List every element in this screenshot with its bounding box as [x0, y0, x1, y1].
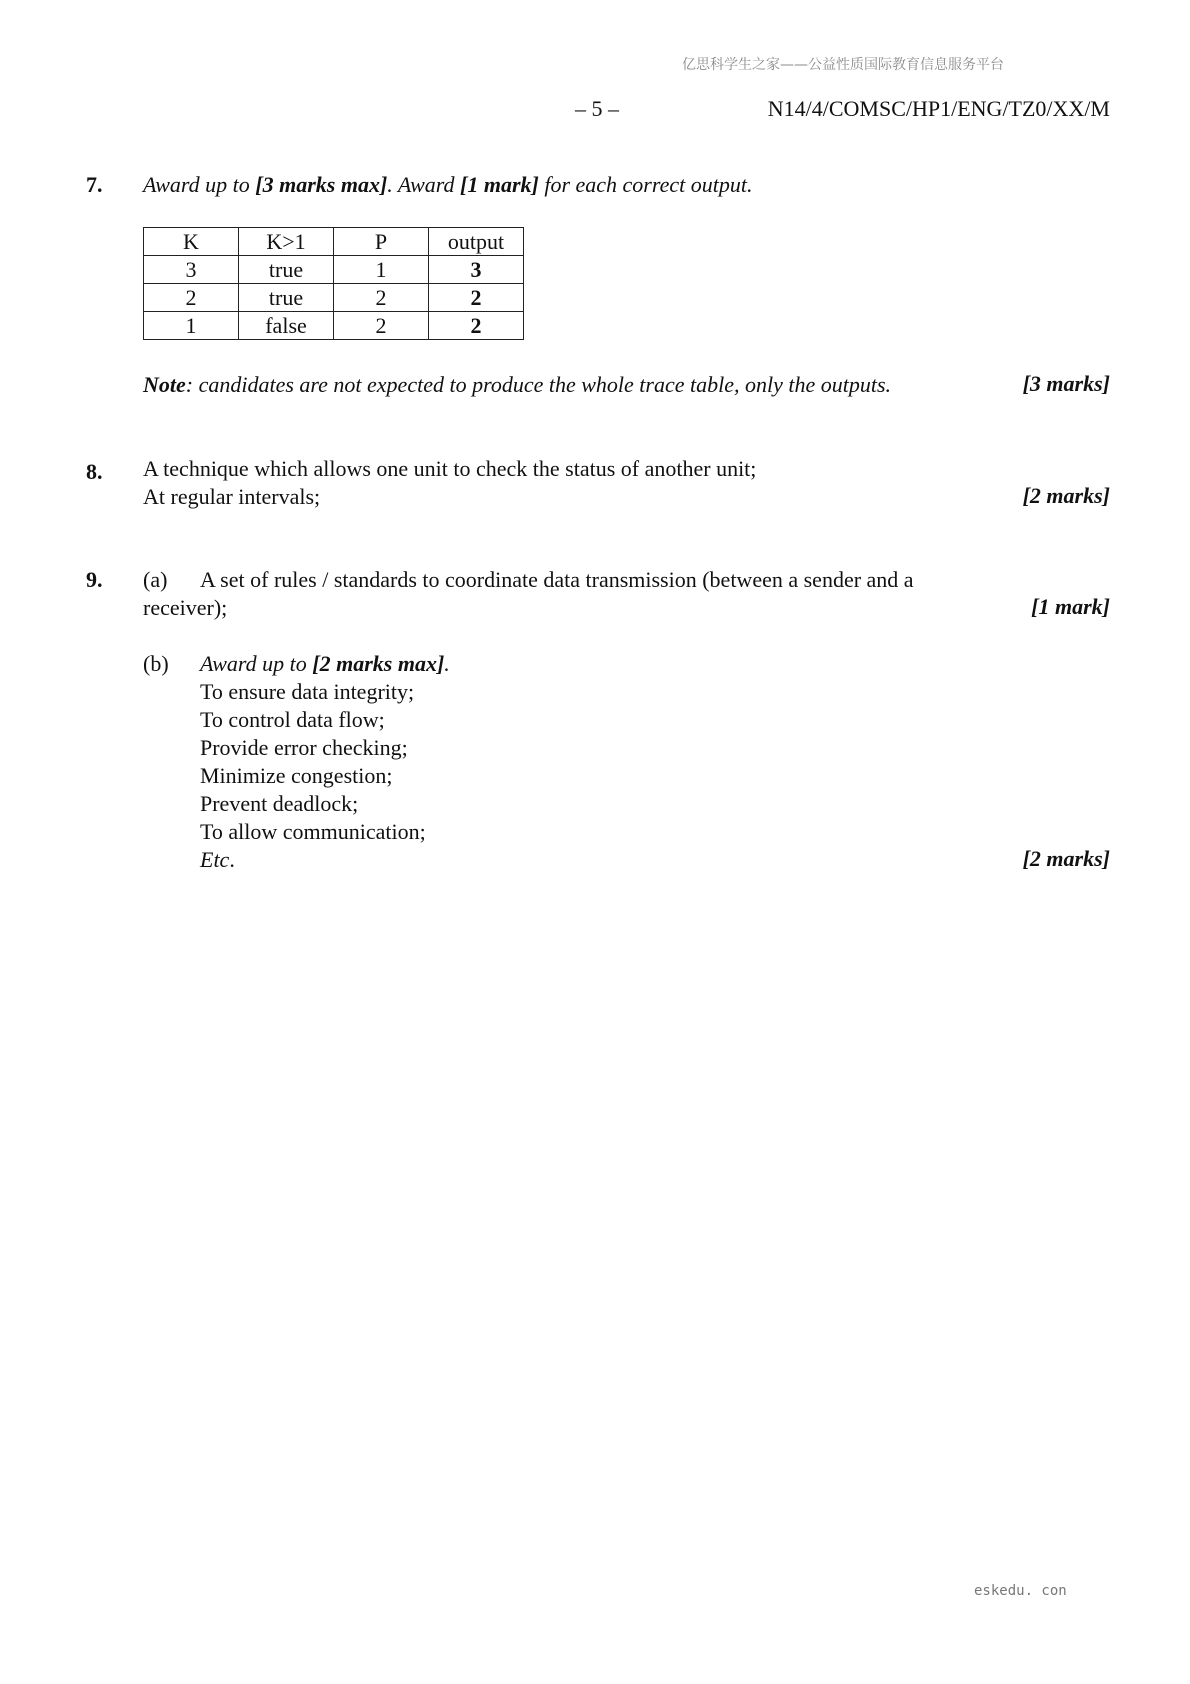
trace-cell: true [239, 284, 334, 312]
trace-table-row [144, 312, 524, 340]
paper-code: N14/4/COMSC/HP1/ENG/TZ0/XX/M [767, 96, 1110, 121]
trace-cell: 1 [144, 312, 239, 340]
page-number: – 5 – [575, 96, 619, 121]
question-7-number: 7. [86, 172, 103, 197]
question-8-marks: [2 marks] [1022, 483, 1110, 508]
list-item: Minimize congestion; [200, 763, 393, 788]
list-item: To allow communication; [200, 819, 426, 844]
trace-cell: 1 [334, 256, 429, 284]
trace-header-cell: K>1 [239, 228, 334, 256]
question-8-number: 8. [86, 459, 103, 484]
question-9b-label: (b) [143, 651, 169, 676]
list-item-etc: Etc. [200, 847, 235, 872]
question-9b-answer-list [200, 678, 426, 874]
list-item: Prevent deadlock; [200, 791, 359, 816]
trace-header-cell: P [334, 228, 429, 256]
question-9b-instruction: Award up to [2 marks max]. [200, 651, 450, 676]
question-8-line-2: At regular intervals; [143, 484, 321, 509]
trace-table-header-row [144, 228, 524, 256]
trace-output-cell: 2 [429, 284, 524, 312]
trace-table [143, 227, 524, 340]
trace-cell: 2 [334, 284, 429, 312]
question-8-line-1: A technique which allows one unit to check the status of another unit; [143, 456, 757, 481]
question-9a-line-1: A set of rules / standards to coordinate data transmission (between a sender and a [200, 567, 914, 592]
trace-cell: 3 [144, 256, 239, 284]
trace-header-cell: K [144, 228, 239, 256]
trace-header-cell: output [429, 228, 524, 256]
question-7-note: Note: candidates are not expected to produce the whole trace table, only the outputs. [143, 372, 892, 397]
list-item: Provide error checking; [200, 735, 408, 760]
question-7-marks: [3 marks] [1022, 371, 1110, 396]
list-item: To ensure data integrity; [200, 679, 415, 704]
footer-site-text: eskedu. con [974, 1583, 1067, 1599]
watermark-text: 亿思科学生之家——公益性质国际教育信息服务平台 [682, 57, 1004, 73]
trace-table-row [144, 284, 524, 312]
question-9b-marks: [2 marks] [1022, 846, 1110, 871]
question-9a-line-2: receiver); [143, 595, 228, 620]
trace-output-cell: 2 [429, 312, 524, 340]
trace-cell: 2 [334, 312, 429, 340]
question-7-instruction: Award up to [3 marks max]. Award [1 mark] for each correct output. [143, 172, 753, 197]
trace-cell: false [239, 312, 334, 340]
list-item: To control data flow; [200, 707, 385, 732]
trace-table-row [144, 256, 524, 284]
question-9a-label: (a) [143, 567, 168, 592]
question-9a-marks: [1 mark] [1031, 594, 1110, 619]
trace-cell: 2 [144, 284, 239, 312]
trace-cell: true [239, 256, 334, 284]
question-9-number: 9. [86, 567, 103, 592]
trace-output-cell: 3 [429, 256, 524, 284]
